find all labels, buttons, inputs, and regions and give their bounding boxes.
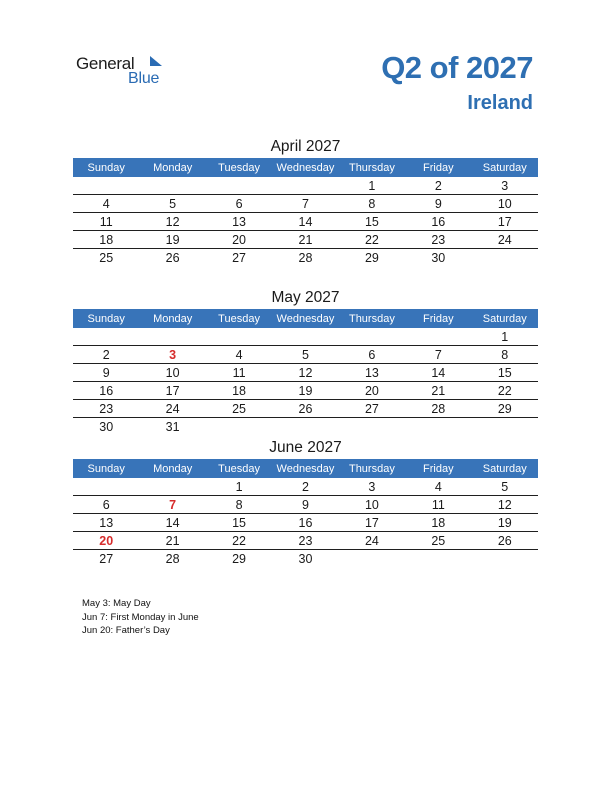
- day-cell: 4: [206, 346, 272, 364]
- day-cell: 25: [99, 250, 114, 265]
- empty-day-cell: [73, 328, 139, 346]
- day-cell: 10: [139, 364, 205, 382]
- week-row: [73, 400, 538, 418]
- day-cell: 13: [339, 364, 405, 382]
- month-june: [73, 436, 538, 567]
- day-cell: 30: [431, 250, 446, 265]
- week-row: [73, 418, 538, 436]
- weekday-header-row: [73, 459, 538, 478]
- day-cell: 2: [73, 346, 139, 364]
- empty-day-cell: [206, 418, 272, 436]
- day-cell: 5: [139, 195, 205, 213]
- weekday-header-row: [73, 158, 538, 177]
- week-row: [73, 514, 538, 532]
- empty-day-cell: [472, 249, 538, 267]
- weekday-header: Sunday: [73, 309, 139, 328]
- day-cell: 3: [472, 177, 538, 195]
- week-row: [73, 532, 538, 550]
- day-cell: 30: [298, 551, 313, 566]
- day-cell: 8: [206, 496, 272, 514]
- day-cell: 2: [272, 478, 338, 496]
- holiday-notes: [82, 597, 199, 638]
- day-cell: 27: [99, 551, 114, 566]
- weekday-header: Thursday: [339, 158, 405, 177]
- day-cell: 2: [405, 177, 471, 195]
- day-cell: 7: [405, 346, 471, 364]
- calendar-grid: [73, 459, 538, 567]
- empty-day-cell: [472, 550, 538, 568]
- weekday-header: Wednesday: [272, 309, 338, 328]
- day-cell: 9: [272, 496, 338, 514]
- weekday-header: Wednesday: [272, 459, 338, 478]
- day-cell: 26: [272, 400, 338, 418]
- day-cell: 11: [206, 364, 272, 382]
- day-cell: 12: [139, 213, 205, 231]
- day-cell: 19: [272, 382, 338, 400]
- day-cell: 29: [232, 551, 246, 566]
- holiday-note: Jun 20: Father’s Day: [82, 625, 170, 636]
- day-cell: 27: [339, 400, 405, 418]
- weekday-header: Sunday: [73, 459, 139, 478]
- day-cell: 23: [272, 532, 338, 550]
- day-cell: 5: [472, 478, 538, 496]
- day-cell: 19: [139, 231, 205, 249]
- quarter-title: Q2 of 2027: [381, 50, 533, 85]
- weekday-header: Friday: [405, 459, 471, 478]
- weekday-header: Saturday: [472, 309, 538, 328]
- day-cell: 5: [272, 346, 338, 364]
- day-cell: 10: [472, 195, 538, 213]
- day-cell: 24: [339, 532, 405, 550]
- empty-day-cell: [139, 177, 205, 195]
- day-cell: 15: [472, 364, 538, 382]
- day-cell: 8: [472, 346, 538, 364]
- day-cell: 14: [139, 514, 205, 532]
- holiday-note: May 3: May Day: [82, 598, 151, 609]
- day-cell: 15: [339, 213, 405, 231]
- week-row: [73, 177, 538, 195]
- empty-day-cell: [206, 328, 272, 346]
- empty-day-cell: [206, 177, 272, 195]
- day-cell: 30: [99, 419, 114, 434]
- weekday-header: Friday: [405, 309, 471, 328]
- weekday-header: Thursday: [339, 459, 405, 478]
- day-cell: 22: [472, 382, 538, 400]
- day-cell: 24: [139, 400, 205, 418]
- day-cell: 6: [73, 496, 139, 514]
- day-cell: 3: [339, 478, 405, 496]
- day-cell: 4: [73, 195, 139, 213]
- holiday-day-cell: 3: [139, 346, 205, 364]
- weekday-header: Wednesday: [272, 158, 338, 177]
- week-row: [73, 213, 538, 231]
- week-row: [73, 382, 538, 400]
- week-row: [73, 550, 538, 568]
- day-cell: 28: [405, 400, 471, 418]
- day-cell: 21: [405, 382, 471, 400]
- week-row: [73, 249, 538, 267]
- day-cell: 16: [73, 382, 139, 400]
- logo-text-general: General: [76, 54, 135, 73]
- day-cell: 14: [405, 364, 471, 382]
- day-cell: 8: [339, 195, 405, 213]
- weekday-header: Saturday: [472, 459, 538, 478]
- month-title: April 2027: [270, 138, 341, 155]
- day-cell: 31: [165, 419, 180, 434]
- calendar-grid: [73, 309, 538, 435]
- empty-day-cell: [272, 177, 338, 195]
- day-cell: 28: [165, 551, 180, 566]
- empty-day-cell: [73, 478, 139, 496]
- day-cell: 12: [472, 496, 538, 514]
- day-cell: 27: [232, 250, 246, 265]
- empty-day-cell: [272, 418, 338, 436]
- day-cell: 11: [73, 213, 139, 231]
- day-cell: 1: [339, 177, 405, 195]
- week-row: [73, 328, 538, 346]
- holiday-note: Jun 7: First Monday in June: [82, 611, 199, 623]
- empty-day-cell: [339, 328, 405, 346]
- empty-day-cell: [339, 550, 405, 568]
- generalblue-logo: [76, 52, 176, 92]
- weekday-header: Saturday: [472, 158, 538, 177]
- day-cell: 26: [165, 250, 180, 265]
- week-row: [73, 346, 538, 364]
- day-cell: 17: [139, 382, 205, 400]
- empty-day-cell: [405, 328, 471, 346]
- day-cell: 17: [472, 213, 538, 231]
- empty-day-cell: [139, 328, 205, 346]
- day-cell: 24: [472, 231, 538, 249]
- day-cell: 21: [139, 532, 205, 550]
- month-title: June 2027: [269, 439, 342, 456]
- day-cell: 12: [272, 364, 338, 382]
- empty-day-cell: [139, 478, 205, 496]
- day-cell: 18: [73, 231, 139, 249]
- weekday-header: Monday: [139, 459, 205, 478]
- day-cell: 23: [73, 400, 139, 418]
- day-cell: 20: [339, 382, 405, 400]
- day-cell: 22: [206, 532, 272, 550]
- day-cell: 9: [405, 195, 471, 213]
- week-row: [73, 364, 538, 382]
- day-cell: 15: [206, 514, 272, 532]
- country-name: Ireland: [467, 92, 533, 114]
- day-cell: 1: [206, 478, 272, 496]
- weekday-header: Friday: [405, 158, 471, 177]
- weekday-header: Monday: [139, 309, 205, 328]
- weekday-header: Tuesday: [206, 158, 272, 177]
- day-cell: 29: [364, 250, 379, 265]
- day-cell: 20: [206, 231, 272, 249]
- holiday-day-cell: 20: [73, 532, 139, 550]
- month-title: May 2027: [271, 289, 340, 306]
- week-row: [73, 478, 538, 496]
- weekday-header: Monday: [139, 158, 205, 177]
- day-cell: 16: [405, 213, 471, 231]
- month-may: [73, 286, 538, 435]
- weekday-header-row: [73, 309, 538, 328]
- day-cell: 18: [206, 382, 272, 400]
- empty-day-cell: [405, 550, 471, 568]
- weekday-header: Tuesday: [206, 309, 272, 328]
- week-row: [73, 496, 538, 514]
- logo-text-blue: Blue: [128, 70, 160, 87]
- day-cell: 10: [339, 496, 405, 514]
- day-cell: 25: [405, 532, 471, 550]
- day-cell: 18: [405, 514, 471, 532]
- day-cell: 9: [73, 364, 139, 382]
- day-cell: 21: [272, 231, 338, 249]
- day-cell: 26: [472, 532, 538, 550]
- day-cell: 1: [472, 328, 538, 346]
- weekday-header: Thursday: [339, 309, 405, 328]
- day-cell: 17: [339, 514, 405, 532]
- day-cell: 13: [206, 213, 272, 231]
- day-cell: 25: [206, 400, 272, 418]
- empty-day-cell: [73, 177, 139, 195]
- day-cell: 14: [272, 213, 338, 231]
- day-cell: 13: [73, 514, 139, 532]
- day-cell: 28: [298, 250, 313, 265]
- day-cell: 19: [472, 514, 538, 532]
- day-cell: 22: [339, 231, 405, 249]
- day-cell: 6: [339, 346, 405, 364]
- calendar-grid: [73, 158, 538, 266]
- empty-day-cell: [272, 328, 338, 346]
- day-cell: 16: [272, 514, 338, 532]
- empty-day-cell: [472, 418, 538, 436]
- day-cell: 29: [472, 400, 538, 418]
- empty-day-cell: [339, 418, 405, 436]
- weekday-header: Sunday: [73, 158, 139, 177]
- holiday-day-cell: 7: [139, 496, 205, 514]
- day-cell: 6: [206, 195, 272, 213]
- day-cell: 7: [272, 195, 338, 213]
- weekday-header: Tuesday: [206, 459, 272, 478]
- day-cell: 11: [405, 496, 471, 514]
- day-cell: 4: [405, 478, 471, 496]
- day-cell: 23: [405, 231, 471, 249]
- month-april: [73, 135, 538, 266]
- empty-day-cell: [405, 418, 471, 436]
- week-row: [73, 195, 538, 213]
- week-row: [73, 231, 538, 249]
